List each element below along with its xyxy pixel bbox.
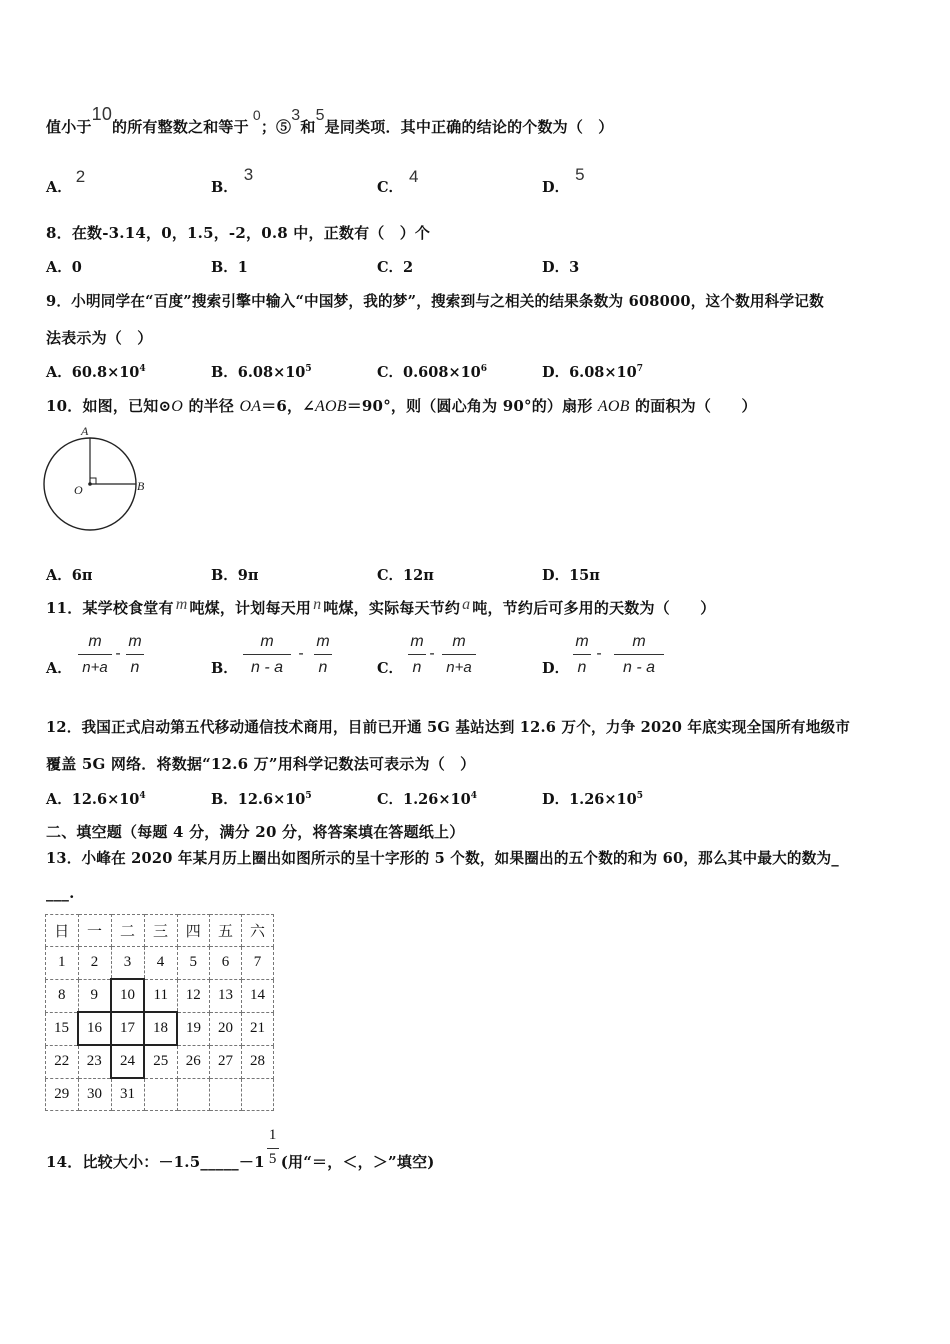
q8-option-a[interactable]: A．0 bbox=[46, 259, 82, 276]
q11-a-num2: m bbox=[128, 633, 142, 650]
q12-option-a[interactable]: A．$12.6\times 10^4$ bbox=[46, 791, 146, 808]
q11-a-den2: n bbox=[130, 659, 140, 676]
calendar-row bbox=[46, 947, 274, 980]
q11-d-bar2 bbox=[614, 654, 664, 655]
section2-title: 二、填空题（每题 4 分，满分 20 分，将答案填在答题纸上） bbox=[46, 823, 465, 841]
q7-option-d[interactable]: D．5 bbox=[542, 165, 585, 196]
calendar-header-cell: 三 bbox=[144, 915, 177, 947]
q11-c-den1: n bbox=[412, 659, 422, 676]
q14-frac-den: 5 bbox=[268, 1151, 277, 1167]
q11-a-op: - bbox=[115, 645, 121, 662]
q11-a-bar1 bbox=[78, 654, 112, 655]
q11-d-bar1 bbox=[573, 654, 591, 655]
calendar-header-cell: 五 bbox=[210, 915, 242, 947]
q14-fraction bbox=[267, 1127, 279, 1167]
calendar-day: 30 bbox=[78, 1078, 111, 1111]
q7-num-10: 10 bbox=[91, 104, 113, 124]
calendar-day: 22 bbox=[46, 1045, 79, 1078]
label-a: A bbox=[81, 424, 89, 438]
q8-option-b[interactable]: B．1 bbox=[211, 259, 248, 276]
q12-stem-line1: 12．我国正式启动第五代移动通信技术商用，目前已开通 5G 基站达到 12.6 万个，力争 2020 年底实现全国所有地级市 bbox=[46, 719, 851, 736]
calendar-day: 27 bbox=[210, 1045, 242, 1078]
calendar-day: 5 bbox=[177, 947, 210, 980]
calendar-day: 17 bbox=[111, 1012, 144, 1045]
q7-text-mid1: 的所有整数之和等于 bbox=[112, 118, 249, 136]
q14-stem bbox=[46, 1127, 435, 1172]
q7-option-a[interactable]: A．2 bbox=[46, 167, 86, 196]
q11-a-bar2 bbox=[126, 654, 144, 655]
q9-stem-line2: 法表示为（ ） bbox=[46, 329, 153, 347]
q9-option-d[interactable]: D．$6.08\times 10^7$ bbox=[542, 364, 643, 381]
q10-option-a[interactable]: A．6π bbox=[46, 567, 93, 584]
calendar-row bbox=[46, 1078, 274, 1111]
calendar-day bbox=[177, 1078, 210, 1111]
calendar-day-circled: 10 bbox=[111, 979, 144, 1012]
calendar-day: 2 bbox=[78, 947, 111, 980]
q11-c-op: - bbox=[429, 645, 435, 662]
q12-stem-line2: 覆盖 5G 网络．将数据“12.6 万”用科学记数法可表示为（ ） bbox=[46, 755, 476, 773]
q10-option-b[interactable]: B．9π bbox=[211, 567, 259, 584]
q7-num-0: 0 bbox=[252, 107, 261, 123]
q12-option-c[interactable]: C．$1.26\times 10^4$ bbox=[377, 791, 477, 808]
calendar-day: 1 bbox=[46, 947, 79, 980]
q11-b-num2: m bbox=[316, 633, 330, 650]
calendar-day-circled: 16 bbox=[78, 1012, 111, 1045]
q9-stem-line1: 9．小明同学在“百度”搜索引擎中输入“中国梦，我的梦”，搜索到与之相关的结果条数为 608000，这个数用科学记数 bbox=[46, 293, 824, 310]
q11-d-num1: m bbox=[575, 633, 589, 650]
calendar-header-cell: 六 bbox=[242, 915, 274, 947]
calendar-header-row bbox=[46, 915, 274, 947]
calendar-day: 3 bbox=[111, 947, 144, 980]
calendar-day: 8 bbox=[46, 979, 79, 1012]
calendar-day: 31 bbox=[111, 1078, 144, 1111]
q14-frac-num: 1 bbox=[268, 1127, 277, 1143]
calendar-day bbox=[210, 1078, 242, 1111]
q7-text-pre: 值小于 bbox=[46, 118, 92, 136]
calendar-day: 25 bbox=[144, 1045, 177, 1078]
q11-b-bar2 bbox=[314, 654, 332, 655]
calendar-day: 6 bbox=[210, 947, 242, 980]
q10-stem: 10．如图，已知⊙O 的半径 OA＝6，∠AOB＝90°，则（圆心角为 90°的）扇形 AOB 的面积为（ ） bbox=[46, 397, 757, 415]
center-point bbox=[88, 482, 92, 486]
q7-option-a-value: 2 bbox=[75, 167, 86, 186]
q11-d-num2: m bbox=[632, 633, 646, 650]
calendar-day: 29 bbox=[46, 1078, 79, 1111]
calendar-day: 19 bbox=[177, 1012, 210, 1045]
q9-option-c[interactable]: C．$0.608\times 10^6$ bbox=[377, 364, 488, 381]
q11-option-a-label[interactable]: A． bbox=[46, 660, 72, 677]
q11-d-op: - bbox=[596, 645, 602, 662]
q12-option-b[interactable]: B．$12.6\times 10^5$ bbox=[211, 791, 312, 808]
calendar-day: 15 bbox=[46, 1012, 79, 1045]
q10-option-d[interactable]: D．15π bbox=[542, 567, 600, 584]
q7-text-and: 和 bbox=[300, 118, 316, 136]
label-b: B bbox=[137, 479, 145, 493]
q7-stem bbox=[46, 104, 614, 137]
q12-option-d[interactable]: D．$1.26\times 10^5$ bbox=[542, 791, 643, 808]
q7-num-3: 3 bbox=[291, 107, 301, 124]
q7-option-b[interactable]: B．3 bbox=[211, 165, 254, 196]
q7-option-b-value: 3 bbox=[243, 165, 254, 184]
q13-stem-line2: ___. bbox=[46, 884, 75, 902]
q11-option-c-label[interactable]: C． bbox=[377, 660, 404, 677]
calendar-day: 23 bbox=[78, 1045, 111, 1078]
circle-sector-figure bbox=[38, 424, 158, 536]
q11-d-den2: n - a bbox=[622, 659, 655, 676]
q7-option-c[interactable]: C．4 bbox=[377, 167, 419, 196]
calendar-day: 14 bbox=[242, 979, 274, 1012]
calendar-day: 4 bbox=[144, 947, 177, 980]
q11-d-den1: n bbox=[577, 659, 587, 676]
q14-text-b: (用“＝，＜，＞”填空) bbox=[280, 1153, 435, 1171]
calendar-header-cell: 二 bbox=[111, 915, 144, 947]
calendar-row bbox=[46, 1045, 274, 1078]
q7-text-mid2: ；⑤ bbox=[260, 118, 292, 136]
q7-option-c-value: 4 bbox=[409, 167, 419, 186]
calendar-day bbox=[242, 1078, 274, 1111]
calendar-day-circled: 24 bbox=[111, 1045, 144, 1078]
calendar-day: 13 bbox=[210, 979, 242, 1012]
q10-option-c[interactable]: C．12π bbox=[377, 567, 434, 584]
calendar-header-cell: 一 bbox=[78, 915, 111, 947]
calendar-day: 28 bbox=[242, 1045, 274, 1078]
q11-b-bar1 bbox=[243, 654, 291, 655]
q11-a-num1: m bbox=[88, 633, 102, 650]
q9-option-b[interactable]: B．$6.08\times 10^5$ bbox=[211, 364, 312, 381]
q11-stem: 11．某学校食堂有 m 吨煤，计划每天用 n 吨煤，实际每天节约 a 吨，节约后可多用的天数为（ ） bbox=[46, 596, 716, 617]
q11-c-bar1 bbox=[408, 654, 426, 655]
calendar-row bbox=[46, 1012, 274, 1045]
q11-option-d-label[interactable]: D． bbox=[542, 660, 570, 677]
label-o: O bbox=[74, 483, 83, 497]
calendar-row bbox=[46, 979, 274, 1012]
q11-c-num1: m bbox=[410, 633, 424, 650]
calendar-header-cell: 四 bbox=[177, 915, 210, 947]
q11-b-den2: n bbox=[318, 659, 328, 676]
q7-text-post: 是同类项．其中正确的结论的个数为（ ） bbox=[324, 118, 614, 136]
calendar-day bbox=[144, 1078, 177, 1111]
q7-option-d-value: 5 bbox=[575, 165, 585, 184]
q11-c-den2: n+a bbox=[446, 659, 472, 676]
q8-option-c[interactable]: C．2 bbox=[377, 259, 414, 276]
q14-text-a: 14．比较大小：－1.5_____－1 bbox=[46, 1153, 265, 1171]
calendar-day: 26 bbox=[177, 1045, 210, 1078]
q7-num-5: 5 bbox=[315, 107, 325, 124]
q8-option-d[interactable]: D．3 bbox=[542, 259, 580, 276]
calendar-day: 20 bbox=[210, 1012, 242, 1045]
calendar-day-circled: 18 bbox=[144, 1012, 177, 1045]
q11-b-num1: m bbox=[260, 633, 274, 650]
q11-b-op: - bbox=[298, 645, 304, 662]
q8-stem: 8．在数-3.14，0，1.5，-2，0.8 中，正数有（ ）个 bbox=[46, 224, 431, 242]
q14-frac-bar bbox=[267, 1148, 279, 1149]
q9-option-a[interactable]: A．$60.8\times 10^4$ bbox=[46, 364, 146, 381]
q13-stem-line1: 13．小峰在 2020 年某月历上圈出如图所示的呈十字形的 5 个数，如果圈出的五个数的和为 60，那么其中最大的数为_ bbox=[46, 850, 839, 867]
calendar-day: 9 bbox=[78, 979, 111, 1012]
q11-b-den1: n - a bbox=[250, 659, 283, 676]
q11-c-bar2 bbox=[442, 654, 476, 655]
calendar-day: 21 bbox=[242, 1012, 274, 1045]
calendar-header-cell: 日 bbox=[46, 915, 79, 947]
q11-a-den1: n+a bbox=[82, 659, 108, 676]
q11-c-num2: m bbox=[452, 633, 466, 650]
calendar-day: 12 bbox=[177, 979, 210, 1012]
q11-option-b-label[interactable]: B． bbox=[211, 660, 238, 677]
calendar-grid bbox=[45, 914, 274, 1111]
calendar-day: 7 bbox=[242, 947, 274, 980]
calendar-day: 11 bbox=[144, 979, 177, 1012]
